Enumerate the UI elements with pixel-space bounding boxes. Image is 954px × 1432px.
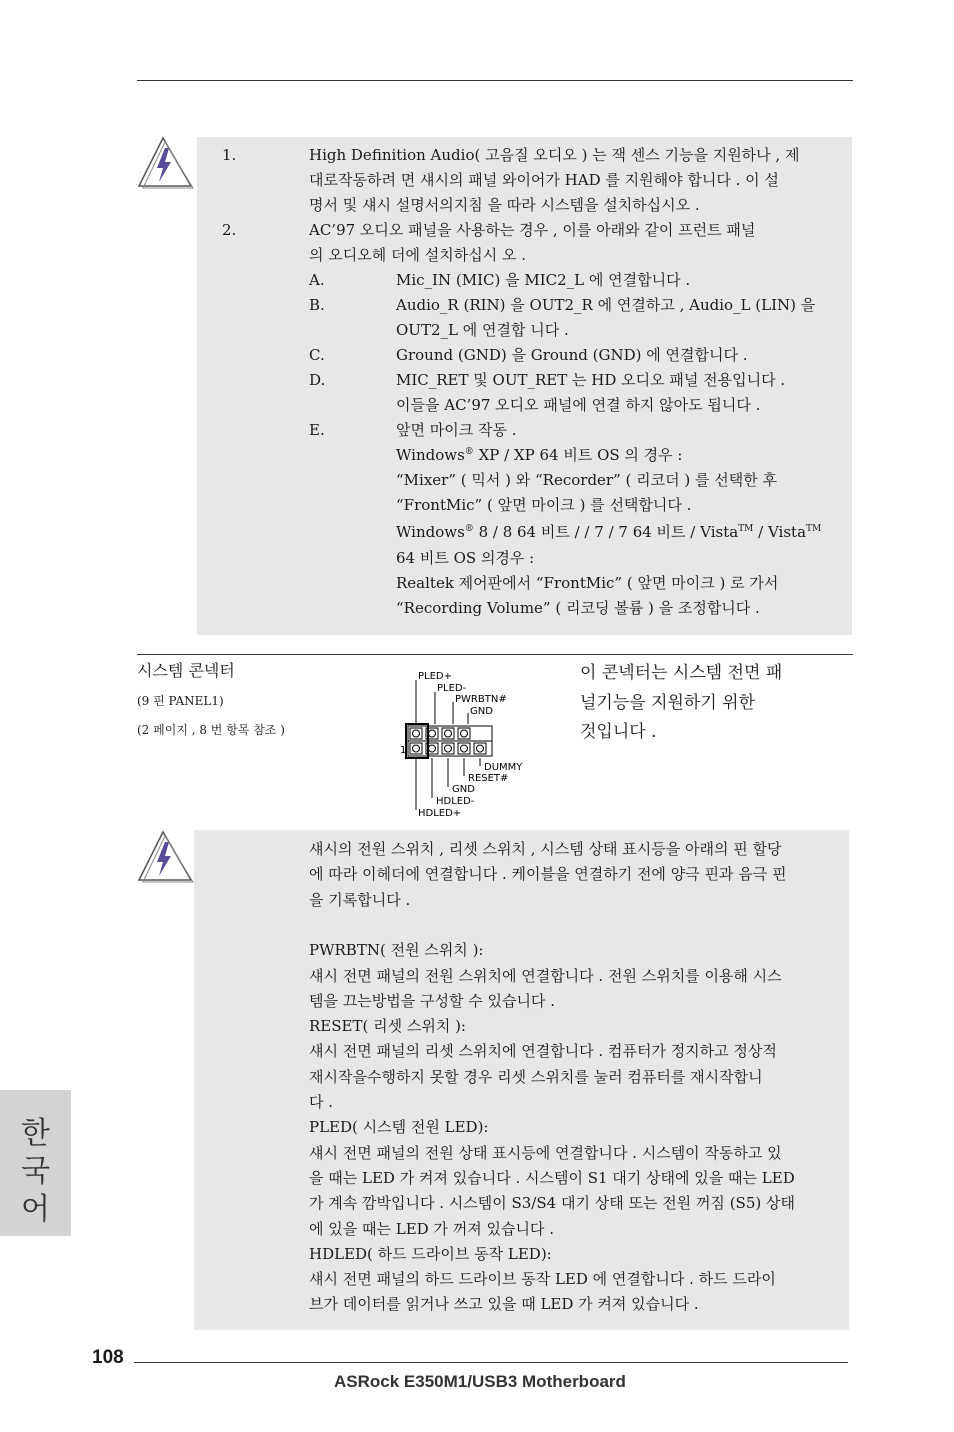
system-connector-desc-3: 것입니다 . xyxy=(580,722,657,742)
trademark-mark: TM xyxy=(738,524,754,534)
system-connector-pins: (9 핀 PANEL1) xyxy=(137,694,224,708)
footer-rule xyxy=(134,1362,848,1363)
os-versions: 8 / 8 64 비트 / / 7 / 7 64 비트 / Vista xyxy=(473,523,739,541)
language-tab xyxy=(0,1090,71,1236)
pin-label-hdled-plus: HDLED+ xyxy=(418,808,462,819)
note1-subitem-text: Ground (GND) 을 Ground (GND) 에 연결합니다 . xyxy=(396,346,748,364)
note1-subitem-letter: D. xyxy=(309,371,326,389)
pin-label-dummy: DUMMY xyxy=(484,762,523,773)
system-connector-reference: (2 페이지 , 8 번 항목 참조 ) xyxy=(137,723,285,737)
note2-line: PLED( 시스템 전원 LED): xyxy=(309,1118,489,1137)
registered-mark: ® xyxy=(464,447,474,457)
os-versions: / Vista xyxy=(753,523,807,541)
panel1-header-diagram xyxy=(398,666,538,820)
note2-line: 재시작을수행하지 못할 경우 리셋 스위치를 눌러 컴퓨터를 재시작합니 xyxy=(309,1067,763,1086)
note1-subitem-text: Audio_R (RIN) 을 OUT2_R 에 연결하고 , Audio_L (LIN) 을 xyxy=(396,296,816,314)
page-number: 108 xyxy=(92,1347,124,1368)
language-tab-char-1: 한 xyxy=(21,1116,50,1151)
trademark-mark: TM xyxy=(806,524,822,534)
note1-realtek-instruction: “Recording Volume” ( 리코딩 볼륨 ) 을 조정합니다 . xyxy=(396,599,760,617)
language-tab-char-3: 어 xyxy=(21,1192,50,1227)
system-connector-desc-1: 이 콘넥터는 시스템 전면 패 xyxy=(580,663,783,683)
pin-label-reset: RESET# xyxy=(468,773,509,784)
warning-icon xyxy=(135,134,195,190)
note1-subitem-text: MIC_RET 및 OUT_RET 는 HD 오디오 패널 전용입니다 . xyxy=(396,371,786,389)
note2-line: 섀시의 전원 스위치 , 리셋 스위치 , 시스템 상태 표시등을 아래의 핀 할당 xyxy=(309,840,782,858)
note1-subitem-letter: A. xyxy=(309,271,325,289)
language-tab-char-2: 국 xyxy=(21,1154,50,1189)
pin-label-pled-minus: PLED- xyxy=(437,683,467,694)
note1-subitem-text: 이들을 AC’97 오디오 패널에 연결 하지 않아도 됩니다 . xyxy=(396,396,761,414)
note2-line: 가 계속 깜박입니다 . 시스템이 S3/S4 대기 상태 또는 전원 꺼짐 (S5) 상태 xyxy=(309,1194,795,1213)
note1-windows-8-7-cont: 64 비트 OS 의경우 : xyxy=(396,549,535,567)
os-name: Windows xyxy=(396,523,465,541)
note1-item-number: 1. xyxy=(222,146,237,164)
pin-label-gnd-top: GND xyxy=(470,706,493,717)
os-suffix: XP / XP 64 비트 OS 의 경우 : xyxy=(473,446,683,464)
os-name: Windows xyxy=(396,446,465,464)
header-rule xyxy=(137,80,853,81)
note2-line: 템을 끄는방법을 구성할 수 있습니다 . xyxy=(309,991,555,1010)
note2-line: 섀시 전면 패널의 하드 드라이브 동작 LED 에 연결합니다 . 하드 드라이 xyxy=(309,1270,776,1289)
note2-line: 을 때는 LED 가 켜져 있습니다 . 시스템이 S1 대기 상태에 있을 때는 LED xyxy=(309,1168,795,1187)
note2-line: 에 있을 때는 LED 가 꺼져 있습니다 . xyxy=(309,1219,554,1238)
note2-line: RESET( 리셋 스위치 ): xyxy=(309,1017,466,1036)
note1-item-number: 2. xyxy=(222,221,237,239)
note2-line: 다 . xyxy=(309,1093,334,1111)
note1-realtek-instruction: Realtek 제어판에서 “FrontMic” ( 앞면 마이크 ) 로 가서 xyxy=(396,574,779,592)
note1-xp-instruction: “Mixer” ( 믹서 ) 와 “Recorder” ( 리코더 ) 를 선택한 후 xyxy=(396,471,778,489)
note1-subitem-text: OUT2_L 에 연결합 니다 . xyxy=(396,321,569,339)
note1-item-text: 의 오디오헤 더에 설치하십시 오 . xyxy=(309,246,526,264)
note2-line: 섀시 전면 패널의 전원 스위치에 연결합니다 . 전원 스위치를 이용해 시스 xyxy=(309,966,782,985)
pin-label-pwrbtn: PWRBTN# xyxy=(455,694,507,705)
pin-label-gnd-bottom: GND xyxy=(452,784,475,795)
registered-mark: ® xyxy=(464,524,474,534)
note2-line: 을 기록합니다 . xyxy=(309,890,411,909)
note1-item-text: 대로작동하려 면 섀시의 패널 와이어가 HAD 를 지원해야 합니다 . 이 설 xyxy=(309,171,779,189)
pin-label-pled-plus: PLED+ xyxy=(418,671,452,682)
note2-line: 브가 데이터를 읽거나 쓰고 있을 때 LED 가 켜져 있습니다 . xyxy=(309,1295,699,1314)
note1-subitem-letter: B. xyxy=(309,296,325,314)
pin-label-hdled-minus: HDLED- xyxy=(436,796,475,807)
note2-line: PWRBTN( 전원 스위치 ): xyxy=(309,941,484,960)
note1-windows-8-7 xyxy=(396,522,821,542)
footer-model-name: ASRock E350M1/USB3 Motherboard xyxy=(334,1372,626,1391)
note2-line: HDLED( 하드 드라이브 동작 LED): xyxy=(309,1244,552,1263)
note1-subitem-letter: C. xyxy=(309,346,325,364)
system-connector-title: 시스템 콘넥터 xyxy=(137,661,235,680)
note1-windows-xp xyxy=(396,445,682,465)
note1-subitem-text: Mic_IN (MIC) 을 MIC2_L 에 연결합니다 . xyxy=(396,271,691,289)
system-connector-desc-2: 널기능을 지원하기 위한 xyxy=(580,693,756,713)
note2-line: 에 따라 이헤더에 연결합니다 . 케이블을 연결하기 전에 양극 핀과 음극 핀 xyxy=(309,865,787,884)
note1-subitem-text: 앞면 마이크 작동 . xyxy=(396,421,517,439)
note1-subitem-letter: E. xyxy=(309,421,325,439)
warning-icon xyxy=(135,828,195,884)
note1-xp-instruction: “FrontMic” ( 앞면 마이크 ) 를 선택합니다 . xyxy=(396,496,692,514)
note2-line: 섀시 전면 패널의 전원 상태 표시등에 연결합니다 . 시스템이 작동하고 있 xyxy=(309,1143,782,1162)
note1-item-text: AC’97 오디오 패널을 사용하는 경우 , 이를 아래와 같이 프런트 패널 xyxy=(309,221,756,239)
note2-line: 섀시 전면 패널의 리셋 스위치에 연결합니다 . 컴퓨터가 정지하고 정상적 xyxy=(309,1042,777,1061)
pin1-label: 1 xyxy=(400,745,407,756)
note1-item-text: 명서 및 섀시 설명서의지침 을 따라 시스템을 설치하십시오 . xyxy=(309,196,700,214)
section-rule xyxy=(137,654,853,655)
note1-item-text: High Definition Audio( 고음질 오디오 ) 는 잭 센스 기능을 지원하나 , 제 xyxy=(309,146,800,164)
